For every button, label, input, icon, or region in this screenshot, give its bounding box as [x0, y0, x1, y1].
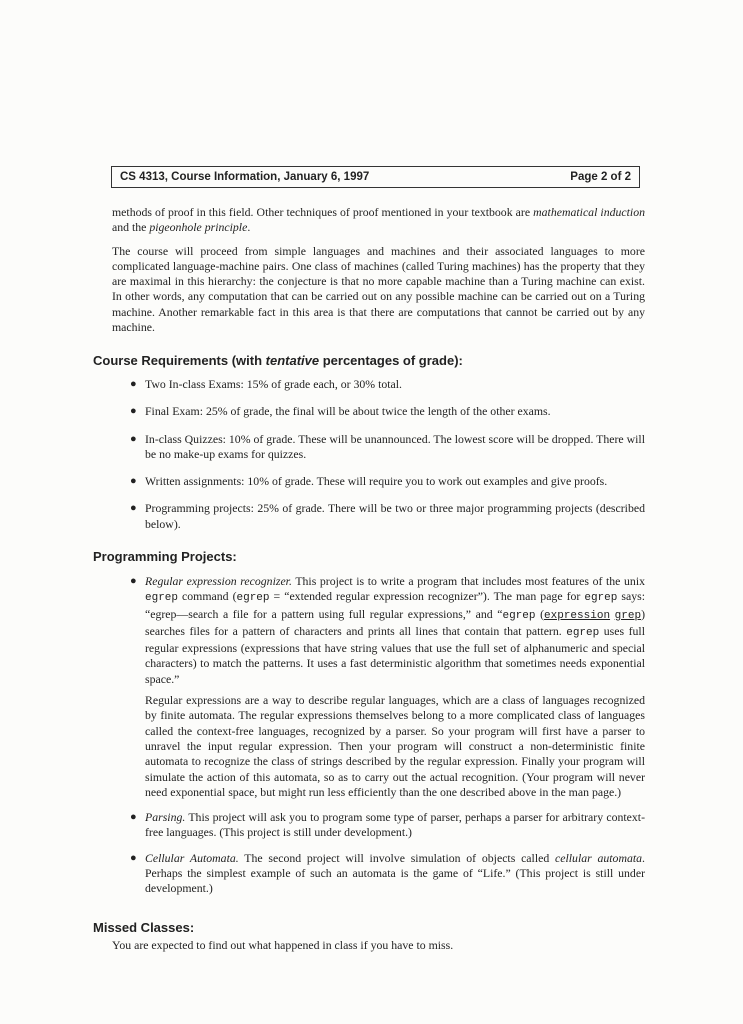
list-item: [128, 377, 645, 392]
project-text: . Perhaps the simplest example of such an automata is the game of “Life.” (This project is still under development.): [145, 850, 645, 896]
intro-emphasis-pigeonhole: pigeonhole principle: [149, 220, 248, 235]
header-title: CS 4313, Course Information, January 6, 1997: [120, 171, 370, 183]
missed-text: You are expected to find out what happened in class if you have to miss.: [112, 938, 454, 952]
intro-emphasis-induction: mathematical induction: [533, 205, 645, 219]
regex-paragraph-1: [145, 574, 645, 687]
list-item-regex: [128, 574, 645, 800]
list-item-text: Written assignments: 10% of grade. These will require you to work out examples and give proofs.: [145, 474, 608, 489]
code-egrep: egrep: [566, 626, 600, 639]
bullet-icon: ●: [130, 378, 137, 390]
code-expression: expression: [544, 609, 611, 622]
list-item-cellular: [128, 851, 645, 897]
project-title: Regular expression recognizer.: [145, 574, 292, 588]
heading-emphasis: tentative: [265, 353, 320, 368]
project-emphasis: cellular automata: [555, 850, 643, 865]
intro-text: methods of proof in this field. Other techniques of proof mentioned in your textbook are: [112, 205, 534, 219]
list-item: [128, 404, 645, 419]
list-item: [128, 501, 645, 532]
intro-text: .: [247, 220, 251, 235]
bullet-icon: ●: [130, 575, 137, 587]
project-text: This project is to write a program that includes most features of the unix: [291, 574, 646, 588]
intro-text: and the: [112, 220, 150, 235]
projects-list: [128, 574, 645, 897]
bullet-icon: ●: [130, 405, 137, 418]
code-egrep: egrep: [236, 592, 270, 605]
requirements-list: [128, 377, 645, 532]
page-number: Page 2 of 2: [570, 171, 631, 183]
project-text: The second project will involve simulation of objects called: [238, 850, 556, 865]
requirements-heading: [93, 353, 463, 368]
list-item-parsing: [128, 810, 645, 841]
project-title: Cellular Automata.: [145, 850, 239, 865]
bullet-icon: ●: [130, 851, 137, 864]
bullet-icon: ●: [130, 475, 137, 488]
code-egrep: egrep: [145, 592, 179, 605]
page-header: [111, 166, 640, 188]
project-text: uses full regular expressions (expressions that have string values that use the full set of alphanumeric and special characters) to match the patterns. It uses a fast deterministic algorithm that sometimes needs exponential space.”: [145, 623, 645, 686]
list-item: [128, 474, 645, 489]
list-item-text: Programming projects: 25% of grade. There will be two or three major programming projects (described below).: [145, 501, 645, 531]
code-grep: grep: [614, 609, 642, 622]
project-text: ) searches files for a pattern of characters and prints all lines that contain that pattern.: [145, 606, 645, 638]
projects-heading: Programming Projects:: [93, 549, 237, 564]
bullet-icon: ●: [130, 502, 137, 515]
heading-text: percentages of grade):: [319, 353, 463, 368]
regex-paragraph-2: Regular expressions are a way to describe regular languages, which are a class of languages recognized by finite automata. The regular expressions themselves belong to a more complicated class of languages called the context-free languages, recognized by a parser. So your program will first have a parser to unravel the input regular expression. Then your program will construct a non-deterministic finite automata to recognize the class of strings described by the regular expression. Finally your program will simulate the action of this automata, so as to carry out the actual recognition. (Your program will never need exponential space, but might run less efficiently than the one described above in the man page.): [145, 693, 645, 799]
list-item: [128, 432, 645, 463]
list-item-text: Final Exam: 25% of grade, the final will be about twice the length of the other exams.: [145, 404, 551, 419]
code-egrep: egrep: [584, 592, 618, 605]
intro-paragraph-1: [112, 205, 645, 236]
project-text: This project will ask you to program some type of parser, perhaps a parser for arbitrary context-free languages. (This project is still under development.): [145, 810, 645, 840]
project-text: command (: [178, 589, 237, 604]
project-text: says: “egrep—search a file for a pattern using full regular expressions,” and “: [145, 589, 645, 621]
missed-heading: Missed Classes:: [93, 920, 195, 935]
bullet-icon: ●: [130, 811, 137, 824]
code-egrep: egrep: [502, 609, 536, 622]
heading-text: Course Requirements (with: [93, 353, 266, 368]
project-text: (: [535, 606, 545, 621]
intro-paragraph-2: The course will proceed from simple languages and machines and their associated languages to more complicated language-machine pairs. One class of machines (called Turing machines) has the property that they are maximal in this hierarchy: the conjecture is that no more capable machine than a Turing machine can exist. In other words, any computation that can be carried out on any possible machine can be carried out on a Turing machine. Another remarkable fact in this area is that there are computations that cannot be carried out by any machine.: [112, 243, 645, 335]
project-title: Parsing.: [145, 810, 186, 825]
project-text: = “extended regular expression recognizer”). The man page for: [269, 589, 585, 604]
intro-section: [112, 205, 645, 343]
list-item-text: In-class Quizzes: 10% of grade. These will be unannounced. The lowest score will be dropped. There will be no make-up exams for quizzes.: [145, 431, 645, 461]
bullet-icon: ●: [130, 432, 137, 445]
list-item-text: Two In-class Exams: 15% of grade each, or 30% total.: [145, 377, 402, 391]
